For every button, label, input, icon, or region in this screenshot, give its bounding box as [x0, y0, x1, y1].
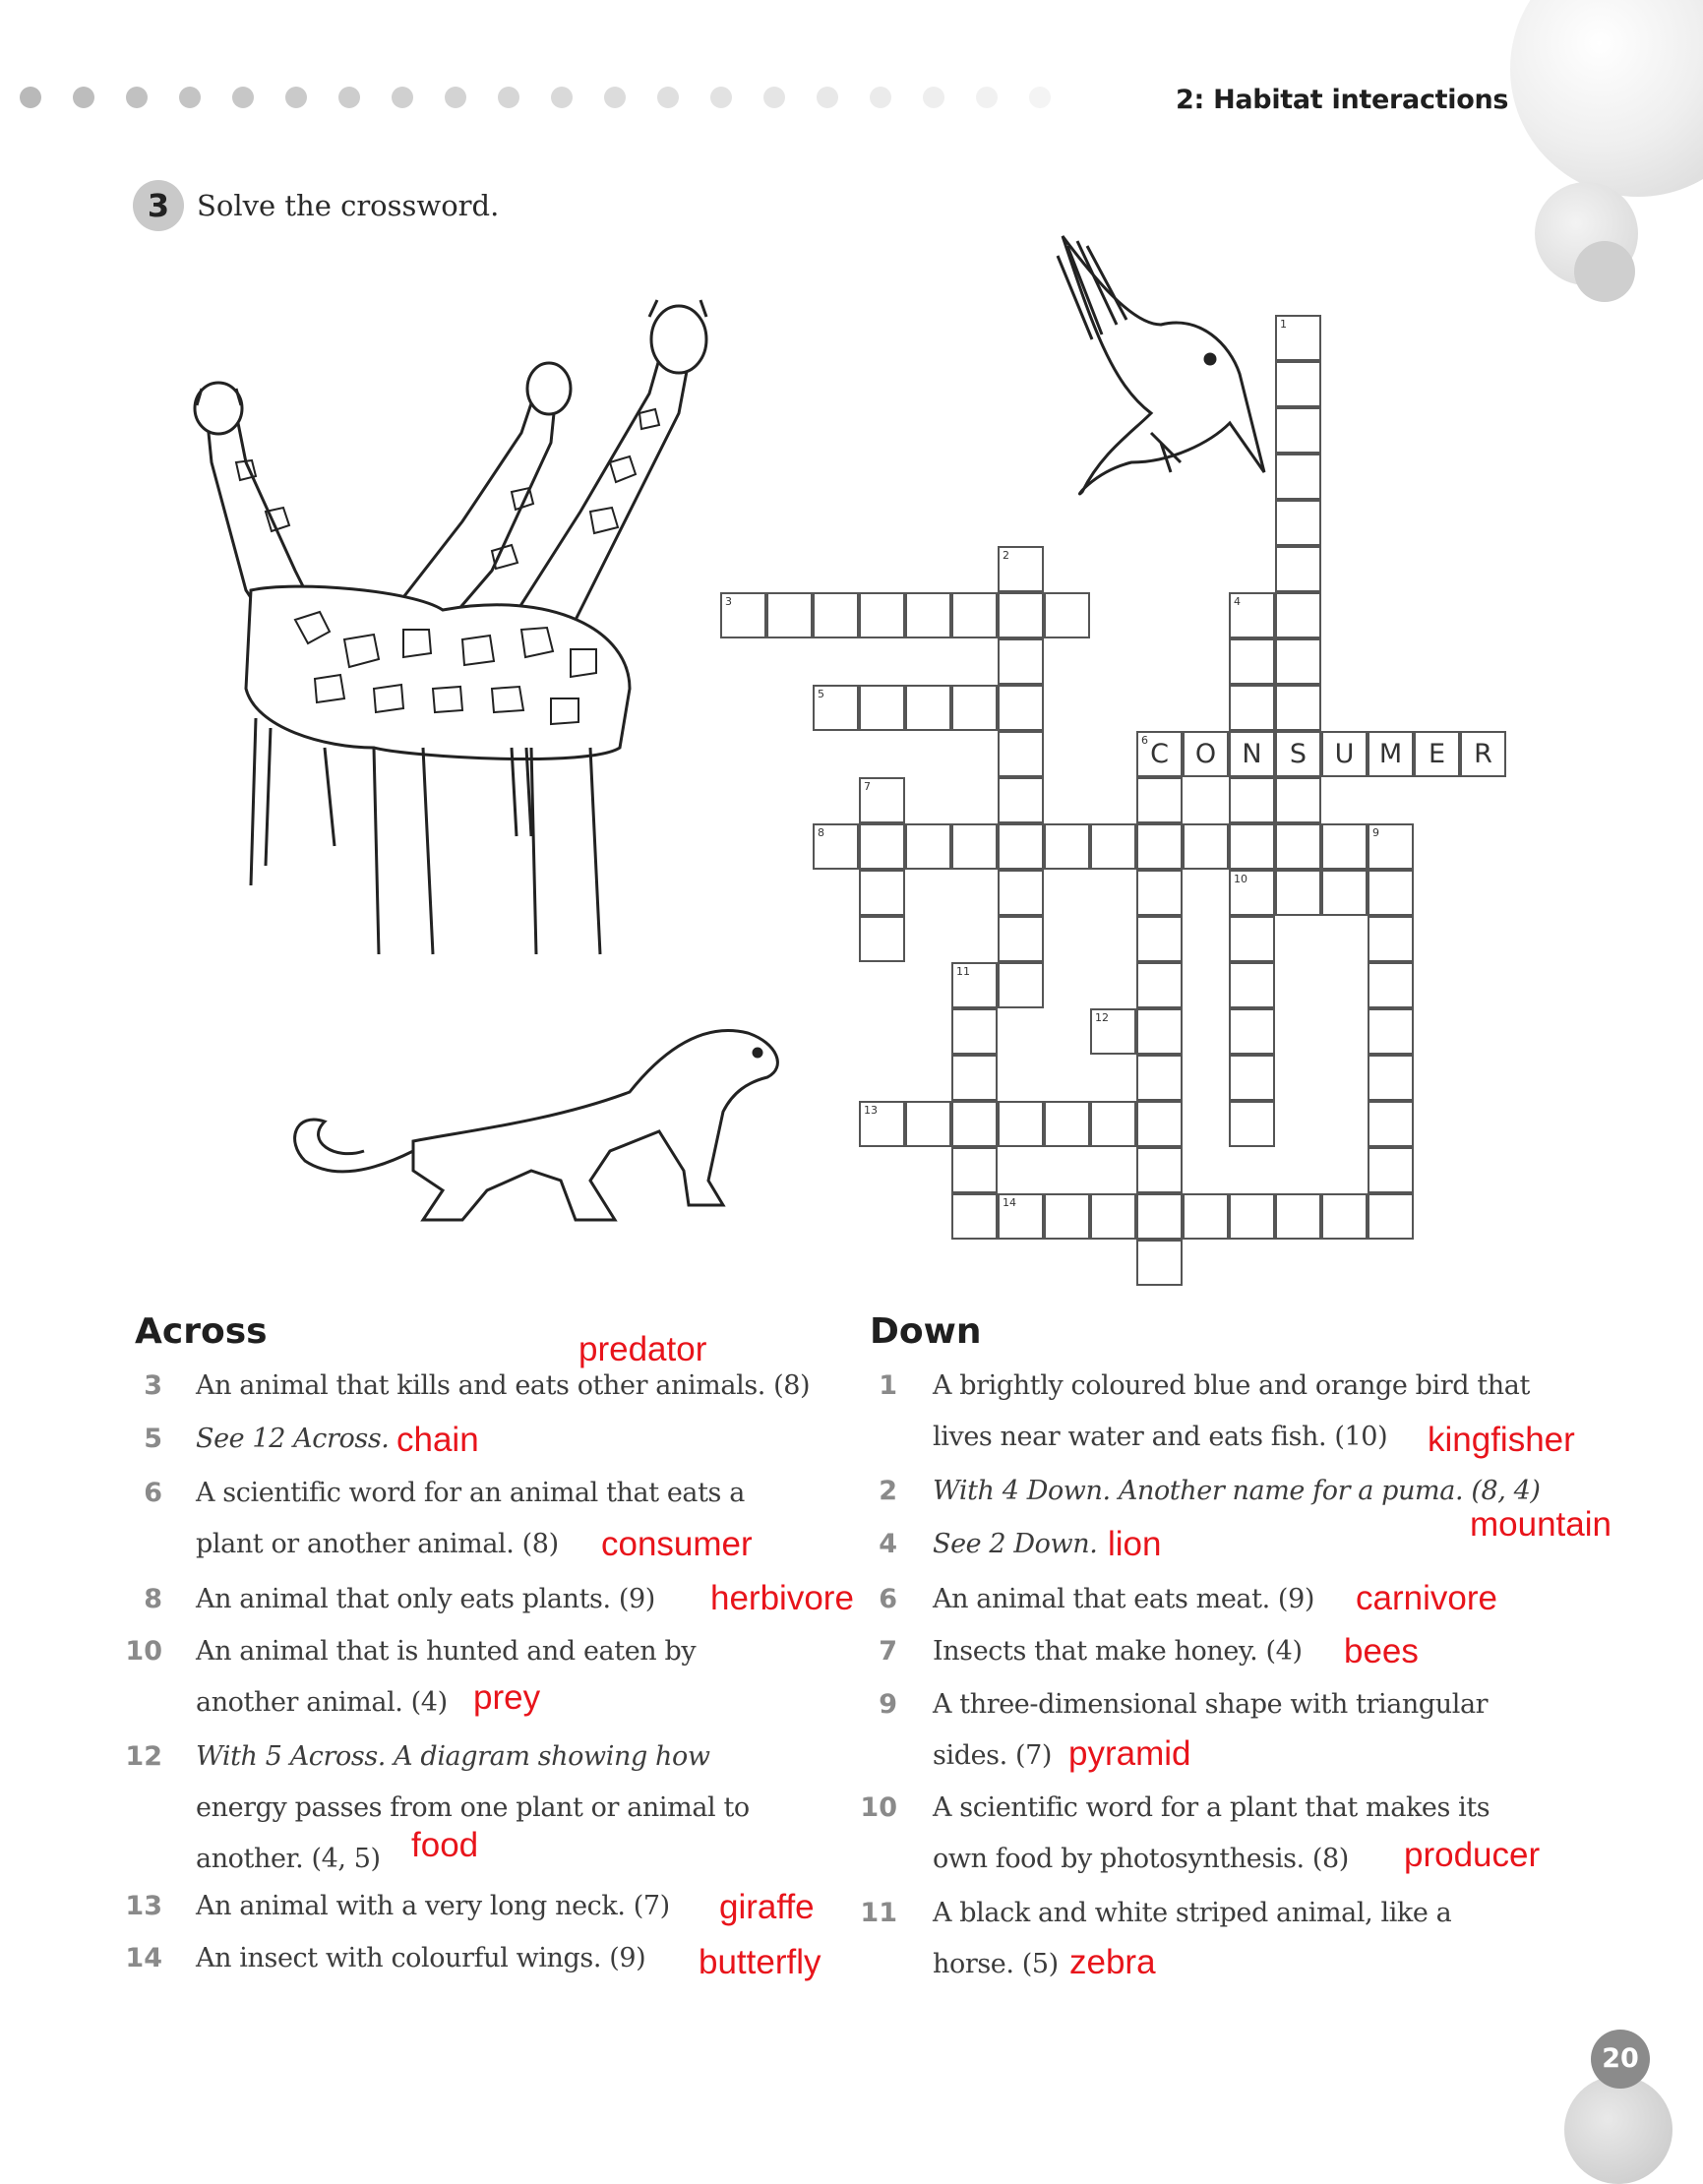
- crossword-cell[interactable]: [766, 592, 813, 638]
- crossword-cell[interactable]: [1136, 1240, 1183, 1286]
- across-answer: butterfly: [699, 1943, 821, 1981]
- down-clue-text: A three-dimensional shape with triangular: [933, 1689, 1489, 1720]
- crossword-cell[interactable]: [998, 1193, 1044, 1240]
- crossword-cell[interactable]: [998, 685, 1044, 731]
- down-answer: mountain: [1470, 1505, 1612, 1544]
- crossword-cell[interactable]: [1414, 731, 1460, 777]
- crossword-cell[interactable]: [1229, 870, 1275, 916]
- crossword-cell[interactable]: [1321, 731, 1368, 777]
- down-clue-text: horse. (5): [933, 1949, 1059, 1979]
- clue-number-label: 4: [1234, 595, 1241, 608]
- across-answer: prey: [473, 1678, 541, 1717]
- across-answer: herbivore: [710, 1579, 854, 1617]
- crossword-cell[interactable]: [1368, 1147, 1414, 1193]
- crossword-letter: N: [1242, 739, 1262, 769]
- crossword-cell[interactable]: [1183, 1193, 1229, 1240]
- down-clue-number: 2: [879, 1476, 897, 1506]
- crossword-cell[interactable]: [1229, 1055, 1275, 1101]
- down-clue-text: With 4 Down. Another name for a puma. (8, 4): [933, 1476, 1541, 1506]
- clue-number-label: 1: [1280, 318, 1287, 331]
- clue-number-label: 8: [818, 826, 824, 839]
- crossword-cell[interactable]: [1183, 823, 1229, 870]
- crossword-cell[interactable]: [1229, 638, 1275, 685]
- crossword-cell[interactable]: [951, 685, 998, 731]
- across-heading: Across: [135, 1311, 268, 1352]
- across-clue-number: 13: [125, 1891, 162, 1921]
- crossword-cell[interactable]: [998, 823, 1044, 870]
- clue-number-label: 2: [1003, 549, 1009, 562]
- across-answer: chain: [396, 1421, 479, 1459]
- crossword-cell[interactable]: [1183, 731, 1229, 777]
- crossword-cell[interactable]: [1368, 1193, 1414, 1240]
- across-clue-text: With 5 Across. A diagram showing how: [196, 1741, 710, 1772]
- crossword-cell[interactable]: [1368, 870, 1414, 916]
- crossword-cell[interactable]: [1229, 916, 1275, 962]
- crossword-cell[interactable]: [1044, 1193, 1090, 1240]
- across-clue-number: 10: [125, 1636, 162, 1667]
- crossword-cell[interactable]: [1275, 454, 1321, 500]
- down-clue-text: Insects that make honey. (4): [933, 1636, 1303, 1667]
- crossword-cell[interactable]: [905, 1101, 951, 1147]
- down-clue-text: See 2 Down.: [933, 1529, 1098, 1559]
- down-clue-number: 1: [879, 1370, 897, 1401]
- page-number: 20: [1602, 2043, 1639, 2074]
- clue-number-label: 9: [1372, 826, 1379, 839]
- crossword-cell[interactable]: [859, 870, 905, 916]
- down-clue-text: sides. (7): [933, 1740, 1053, 1771]
- down-clue-text: A brightly coloured blue and orange bird that: [933, 1370, 1530, 1401]
- crossword-cell[interactable]: [1321, 870, 1368, 916]
- across-clue-number: 8: [144, 1584, 162, 1614]
- crossword-cell[interactable]: [1229, 1193, 1275, 1240]
- across-clue-text: An animal that only eats plants. (9): [196, 1584, 655, 1614]
- crossword-cell[interactable]: [1275, 546, 1321, 592]
- crossword-letter: U: [1334, 739, 1355, 769]
- crossword-cell[interactable]: [1229, 685, 1275, 731]
- crossword-cell[interactable]: [1275, 777, 1321, 823]
- crossword-cell[interactable]: [1368, 1101, 1414, 1147]
- crossword-cell[interactable]: [859, 592, 905, 638]
- crossword-letter: M: [1378, 739, 1403, 769]
- crossword-cell[interactable]: [1136, 1193, 1183, 1240]
- down-clue-number: 6: [879, 1584, 897, 1614]
- down-heading: Down: [870, 1311, 982, 1352]
- crossword-cell[interactable]: [1044, 1101, 1090, 1147]
- crossword-cell[interactable]: [859, 916, 905, 962]
- clue-number-label: 5: [818, 688, 824, 700]
- across-clue-number: 5: [144, 1424, 162, 1454]
- crossword-cell[interactable]: [1368, 1008, 1414, 1055]
- crossword-cell[interactable]: [1275, 870, 1321, 916]
- crossword-cell[interactable]: [720, 592, 766, 638]
- crossword-cell[interactable]: [951, 1055, 998, 1101]
- crossword-cell[interactable]: [1136, 1008, 1183, 1055]
- crossword-letter: R: [1474, 739, 1492, 769]
- crossword-cell[interactable]: [905, 685, 951, 731]
- crossword-cell[interactable]: [951, 1147, 998, 1193]
- crossword-cell[interactable]: [1229, 1008, 1275, 1055]
- crossword-cell[interactable]: [998, 777, 1044, 823]
- down-clue-text: A scientific word for a plant that makes its: [933, 1792, 1490, 1823]
- clue-number-label: 7: [864, 780, 871, 793]
- crossword-letter: C: [1150, 739, 1169, 769]
- clue-number-label: 3: [725, 595, 732, 608]
- crossword-cell[interactable]: [1136, 1055, 1183, 1101]
- crossword-cell[interactable]: [1044, 592, 1090, 638]
- down-answer: lion: [1108, 1525, 1162, 1563]
- across-clue-text: A scientific word for an animal that eats a: [196, 1478, 745, 1508]
- crossword-cell[interactable]: [1275, 315, 1321, 361]
- crossword-cell[interactable]: [998, 638, 1044, 685]
- exercise-number: 3: [147, 187, 170, 224]
- clue-number-label: 12: [1095, 1011, 1109, 1024]
- crossword-cell[interactable]: [1136, 731, 1183, 777]
- crossword-cell[interactable]: [1229, 962, 1275, 1008]
- across-clue-text: See 12 Across.: [196, 1424, 390, 1454]
- clue-number-label: 11: [956, 965, 970, 978]
- clue-number-label: 13: [864, 1104, 878, 1117]
- crossword-cell[interactable]: [813, 592, 859, 638]
- across-clue-text: energy passes from one plant or animal to: [196, 1792, 750, 1823]
- down-answer: pyramid: [1068, 1734, 1191, 1773]
- crossword-cell[interactable]: [1044, 823, 1090, 870]
- crossword-letter: E: [1428, 739, 1446, 769]
- page-number-badge: [1591, 2030, 1650, 2089]
- crossword-cell[interactable]: [1136, 777, 1183, 823]
- crossword-cell[interactable]: [1275, 407, 1321, 454]
- clue-number-label: 10: [1234, 873, 1247, 885]
- down-clue-number: 11: [860, 1898, 897, 1928]
- crossword-cell[interactable]: [1275, 361, 1321, 407]
- crossword-cell[interactable]: [1090, 1101, 1136, 1147]
- crossword-cell[interactable]: [1229, 777, 1275, 823]
- crossword-cell[interactable]: [1368, 823, 1414, 870]
- crossword-cell[interactable]: [1321, 823, 1368, 870]
- crossword-letter: S: [1289, 739, 1308, 769]
- across-clue-text: An animal that is hunted and eaten by: [196, 1636, 697, 1667]
- crossword-cell[interactable]: [951, 962, 998, 1008]
- clue-number-label: 14: [1003, 1196, 1016, 1209]
- down-clue-text: A black and white striped animal, like a: [933, 1898, 1452, 1928]
- crossword-cell[interactable]: [998, 592, 1044, 638]
- crossword-cell[interactable]: [1090, 823, 1136, 870]
- crossword-cell[interactable]: [1136, 1101, 1183, 1147]
- crossword-cell[interactable]: [998, 870, 1044, 916]
- down-answer: zebra: [1069, 1943, 1156, 1981]
- crossword-cell[interactable]: [1136, 916, 1183, 962]
- crossword-cell[interactable]: [998, 916, 1044, 962]
- crossword-cell[interactable]: [859, 777, 905, 823]
- crossword-cell[interactable]: [951, 823, 998, 870]
- across-clue-number: 14: [125, 1943, 162, 1973]
- down-answer: producer: [1404, 1836, 1541, 1874]
- crossword-cell[interactable]: [1275, 731, 1321, 777]
- down-clue-text: An animal that eats meat. (9): [933, 1584, 1314, 1614]
- crossword-cell[interactable]: [1321, 1193, 1368, 1240]
- across-answer: giraffe: [719, 1888, 815, 1926]
- crossword-cell[interactable]: [859, 1101, 905, 1147]
- crossword-cell[interactable]: [905, 823, 951, 870]
- down-answer: bees: [1344, 1632, 1419, 1670]
- crossword-cell[interactable]: [1229, 592, 1275, 638]
- crossword-letter: O: [1194, 739, 1217, 769]
- crossword-cell[interactable]: [1368, 916, 1414, 962]
- crossword-cell[interactable]: [1275, 592, 1321, 638]
- across-clue-number: 3: [144, 1370, 162, 1401]
- crossword-cell[interactable]: [951, 592, 998, 638]
- across-answer: predator: [578, 1330, 707, 1368]
- crossword-cell[interactable]: [905, 592, 951, 638]
- decorative-circle-bottom: [1564, 2076, 1673, 2184]
- across-answer: food: [411, 1826, 479, 1864]
- crossword-cell[interactable]: [1275, 1193, 1321, 1240]
- across-clue-text: An insect with colourful wings. (9): [196, 1943, 646, 1973]
- crossword-cell[interactable]: [859, 685, 905, 731]
- crossword-cell[interactable]: [1136, 823, 1183, 870]
- down-answer: kingfisher: [1428, 1421, 1575, 1459]
- crossword-cell[interactable]: [1136, 1147, 1183, 1193]
- crossword-cell[interactable]: [998, 1101, 1044, 1147]
- across-clue-text: plant or another animal. (8): [196, 1529, 559, 1559]
- crossword-cell[interactable]: [1136, 870, 1183, 916]
- across-clue-text: An animal with a very long neck. (7): [196, 1891, 670, 1921]
- across-clue-text: An animal that kills and eats other animals. (8): [196, 1370, 811, 1401]
- down-clue-number: 4: [879, 1529, 897, 1559]
- crossword-cell[interactable]: [951, 1101, 998, 1147]
- crossword-cell[interactable]: [1275, 823, 1321, 870]
- clue-number-label: 6: [1141, 734, 1148, 747]
- down-answer: carnivore: [1356, 1579, 1497, 1617]
- crossword-cell[interactable]: [1229, 731, 1275, 777]
- down-clue-text: own food by photosynthesis. (8): [933, 1844, 1349, 1874]
- crossword-cell[interactable]: [1368, 962, 1414, 1008]
- crossword-cell[interactable]: [998, 962, 1044, 1008]
- down-clue-text: lives near water and eats fish. (10): [933, 1422, 1388, 1452]
- section-title: 2: Habitat interactions: [1176, 85, 1509, 115]
- crossword-cell[interactable]: [1275, 500, 1321, 546]
- across-clue-text: another. (4, 5): [196, 1844, 381, 1874]
- crossword-cell[interactable]: [1275, 638, 1321, 685]
- instruction-text: Solve the crossword.: [197, 189, 500, 222]
- across-answer: consumer: [601, 1525, 753, 1563]
- crossword-cell[interactable]: [998, 731, 1044, 777]
- crossword-cell[interactable]: [1136, 962, 1183, 1008]
- crossword-cell[interactable]: [1090, 1008, 1136, 1055]
- crossword-cell[interactable]: [1460, 731, 1506, 777]
- down-clue-number: 9: [879, 1689, 897, 1720]
- crossword-cell[interactable]: [813, 685, 859, 731]
- crossword-cell[interactable]: [1090, 1193, 1136, 1240]
- crossword-cell[interactable]: [1229, 823, 1275, 870]
- across-clue-number: 6: [144, 1478, 162, 1508]
- crossword-cell[interactable]: [1275, 685, 1321, 731]
- crossword-cell[interactable]: [1368, 1055, 1414, 1101]
- down-clue-number: 7: [879, 1636, 897, 1667]
- across-clue-text: another animal. (4): [196, 1687, 448, 1718]
- crossword-cell[interactable]: [998, 546, 1044, 592]
- down-clue-number: 10: [860, 1792, 897, 1823]
- crossword-cell[interactable]: [813, 823, 859, 870]
- crossword-cell[interactable]: [1229, 1101, 1275, 1147]
- crossword-cell[interactable]: [859, 823, 905, 870]
- crossword-cell[interactable]: [951, 1008, 998, 1055]
- across-clue-number: 12: [125, 1741, 162, 1772]
- crossword-cell[interactable]: [951, 1193, 998, 1240]
- crossword-cell[interactable]: [1368, 731, 1414, 777]
